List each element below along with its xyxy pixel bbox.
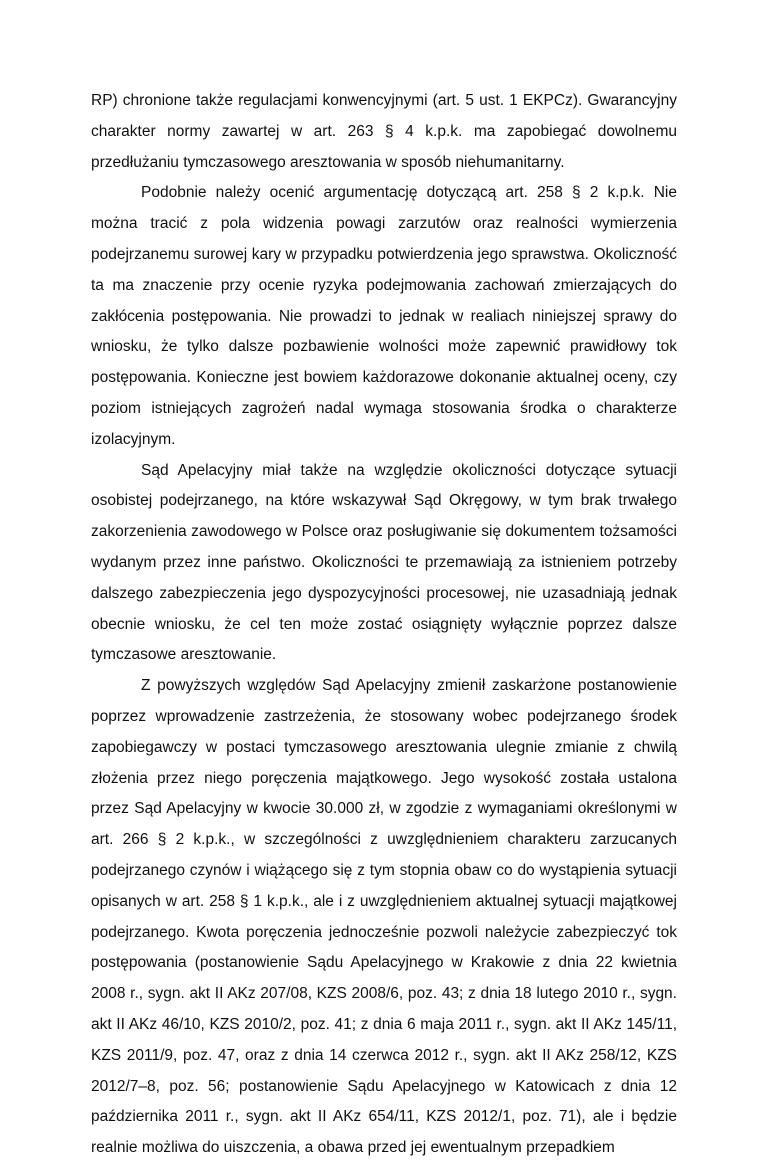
paragraph-3: Sąd Apelacyjny miał także na względzie okoliczności dotyczące sytuacji osobistej podejrzanego, na które wskazywał Sąd Okręgowy, w tym brak trwałego zakorzenienia zawodowego w Polsce oraz posługiwanie się dokumentem tożsamości wydanym przez inne państwo. Okoliczności te przemawiają za istnieniem potrzeby dalszego zabezpieczenia jego dyspozycyjności procesowej, nie uzasadniają jednak obecnie wniosku, że cel ten może zostać osiągnięty wyłącznie poprzez dalsze tymczasowe aresztowanie. — [91, 461, 677, 664]
paragraph-4: Z powyższych względów Sąd Apelacyjny zmienił zaskarżone postanowienie poprzez wprowadzenie zastrzeżenia, że stosowany wobec podejrzanego środek zapobiegawczy w postaci tymczasowego aresztowania ulegnie zmianie z chwilą złożenia przez niego poręczenia majątkowego. Jego wysokość została ustalona przez Sąd Apelacyjny w kwocie 30.000 zł, w zgodzie z wymaganiami określonymi w art. 266 § 2 k.p.k., w szczególności z uwzględnieniem charakteru zarzucanych podejrzanego czynów i wiążącego się z tym stopnia obaw co do wystąpienia sytuacji opisanych w art. 258 § 1 k.p.k., ale i z uwzględnieniem aktualnej sytuacji majątkowej podejrzanego. Kwota poręczenia jednocześnie pozwoli należycie zabezpieczyć tok postępowania (postanowienie Sądu Apelacyjnego w Krakowie z dnia 22 kwietnia 2008 r., sygn. akt II AKz 207/08, KZS 2008/6, poz. 43; z dnia 18 lutego 2010 r., sygn. akt II AKz 46/10, KZS 2010/2, poz. 41; z dnia 6 maja 2011 r., sygn. akt II AKz 145/11, KZS 2011/9, poz. 47, oraz z dnia 14 czerwca 2012 r., sygn. akt II AKz 258/12, KZS 2012/7–8, poz. 56; postanowienie Sądu Apelacyjnego w Katowicach z dnia 12 października 2011 r., sygn. akt II AKz 654/11, KZS 2012/1, poz. 71), ale i będzie realnie możliwa do uiszczenia, a obawa przed jej ewentualnym przepadkiem — [91, 677, 677, 1157]
paragraph-2: Podobnie należy ocenić argumentację dotyczącą art. 258 § 2 k.p.k. Nie można tracić z pola widzenia powagi zarzutów oraz realności wymierzenia podejrzanemu surowej kary w przypadku potwierdzenia jego sprawstwa. Okoliczność ta ma znaczenie przy ocenie ryzyka podejmowania zachowań zmierzających do zakłócenia postępowania. Nie prowadzi to jednak w realiach niniejszej sprawy do wniosku, że tylko dalsze pozbawienie wolności może zapewnić prawidłowy tok postępowania. Konieczne jest bowiem każdorazowe dokonanie aktualnej oceny, czy poziom istniejących zagrożeń nadal wymaga stosowania środka o charakterze izolacyjnym. — [91, 184, 677, 448]
document-body — [91, 86, 677, 1164]
paragraph-1: RP) chronione także regulacjami konwencyjnymi (art. 5 ust. 1 EKPCz). Gwarancyjny charakter normy zawartej w art. 263 § 4 k.p.k. ma zapobiegać dowolnemu przedłużaniu tymczasowego aresztowania w sposób niehumanitarny. — [91, 92, 677, 171]
